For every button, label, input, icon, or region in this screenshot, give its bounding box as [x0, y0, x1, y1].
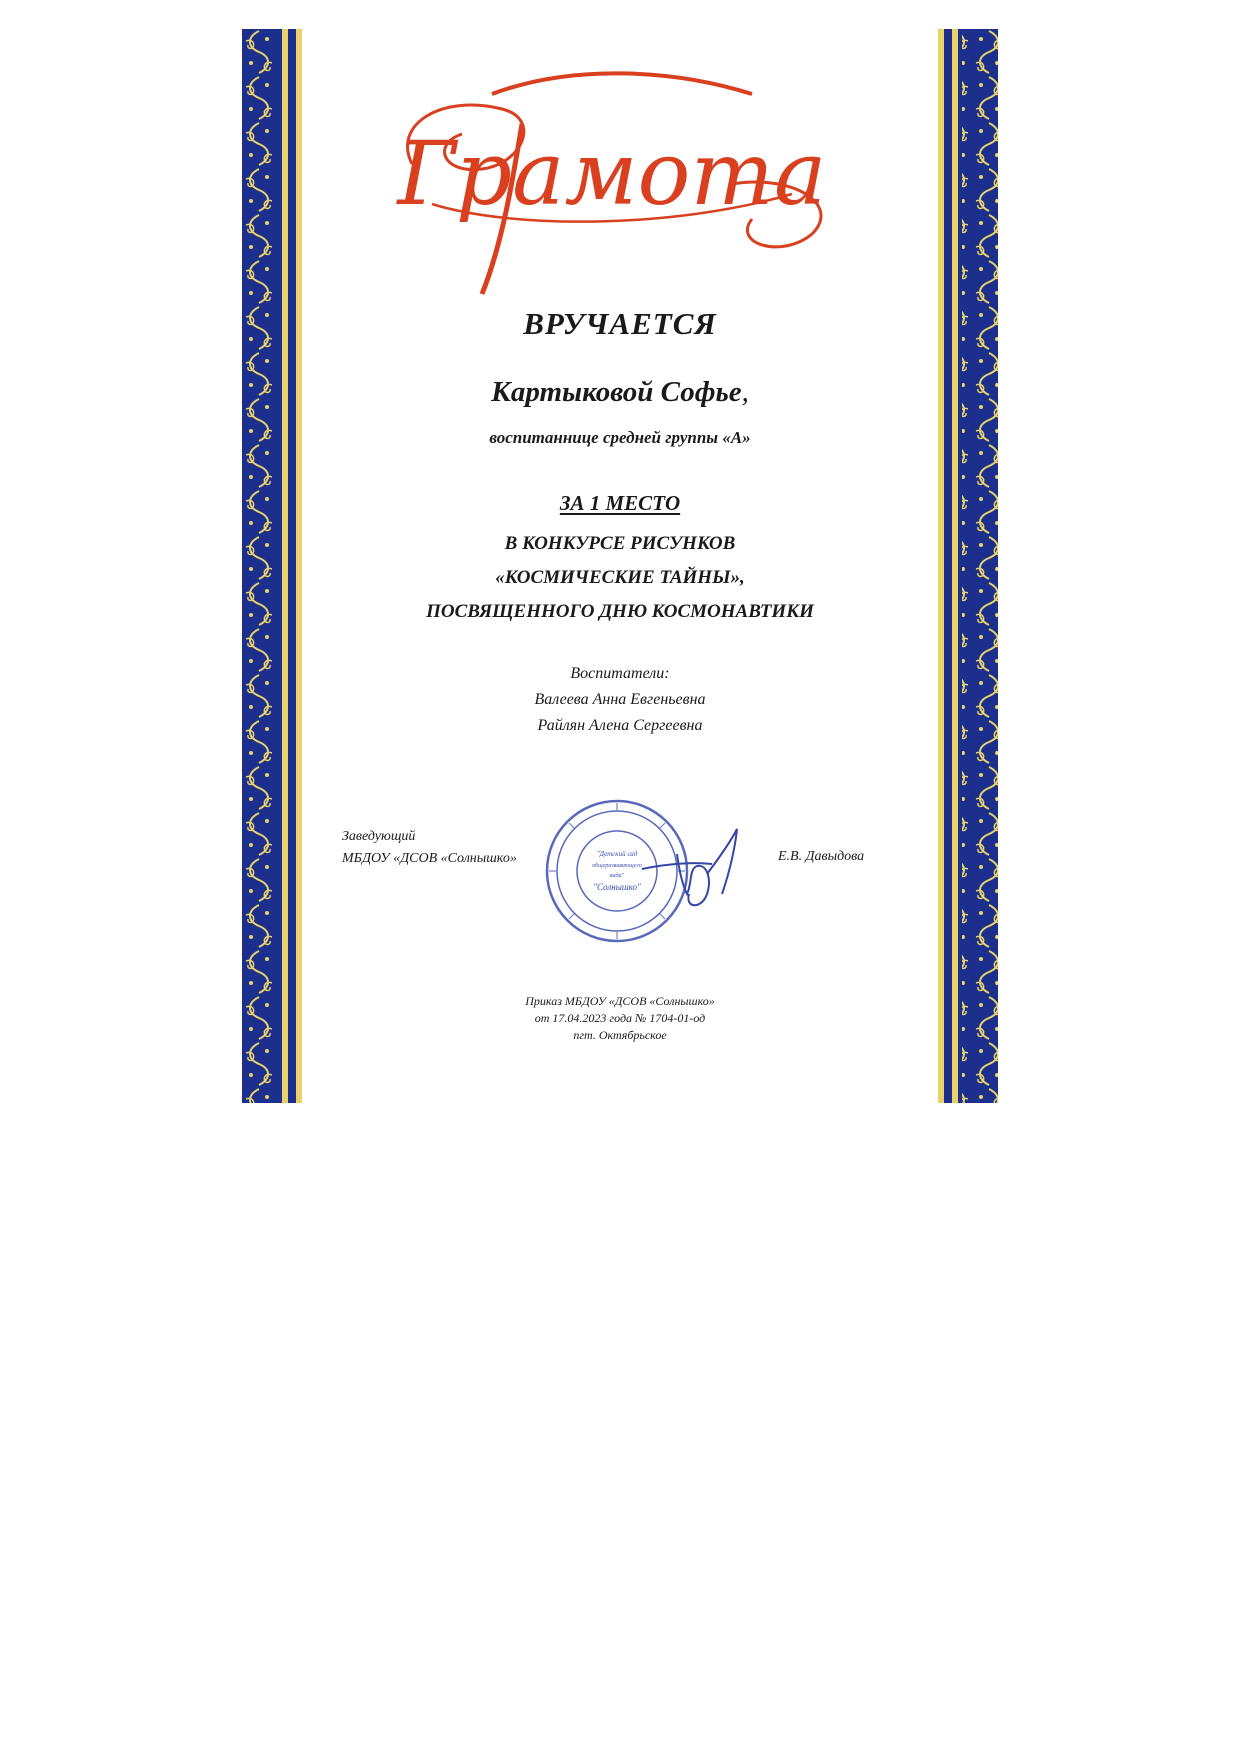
- recipient-role: воспитаннице средней группы «А»: [489, 428, 751, 447]
- educators-label: Воспитатели:: [570, 665, 670, 682]
- certificate-title: [372, 54, 852, 304]
- signatory-title: [342, 826, 517, 870]
- signatory-title-line: Заведующий: [342, 829, 416, 844]
- stamp-text: вида": [609, 873, 625, 879]
- award-place: ЗА 1 МЕСТО: [559, 491, 681, 515]
- recipient-name-comma: ,: [741, 376, 749, 408]
- signatory-title-line: МБДОУ «ДСОВ «Солнышко»: [342, 851, 517, 866]
- educator-name: Валеева Анна Евгеньевна: [534, 691, 706, 708]
- presented-heading: ВРУЧАЕТСЯ: [523, 306, 717, 341]
- title-calligraphy: [372, 54, 852, 304]
- ornament-pattern-right: [938, 29, 998, 1103]
- left-ornamental-border: [242, 29, 302, 1103]
- recipient-name: [302, 376, 938, 409]
- signature-stroke: [637, 824, 757, 914]
- recipient-name-text: Картыковой Софье: [491, 376, 742, 408]
- signature: [637, 824, 757, 914]
- signatory-name: Е.В. Давыдова: [778, 849, 865, 864]
- certificate: [242, 29, 998, 1103]
- stamp-text: "Солнышко": [593, 882, 641, 892]
- order-line: Приказ МБДОУ «ДСОВ «Солнышко»: [525, 994, 715, 1008]
- stamp-text: общеразвивающего: [592, 863, 642, 869]
- contest-line: В КОНКУРСЕ РИСУНКОВ: [504, 533, 736, 554]
- order-line: пгт. Октябрьское: [573, 1028, 667, 1042]
- educator-name: Райлян Алена Сергеевна: [537, 717, 703, 734]
- ornament-pattern-left: [242, 29, 302, 1103]
- order-line: от 17.04.2023 года № 1704-01-од: [534, 1011, 706, 1025]
- contest-line: ПОСВЯЩЕННОГО ДНЮ КОСМОНАВТИКИ: [426, 601, 814, 622]
- contest-line: «КОСМИЧЕСКИЕ ТАЙНЫ»,: [495, 567, 745, 588]
- right-ornamental-border: [938, 29, 998, 1103]
- title-text: Грамота: [397, 122, 827, 225]
- stamp-text: "Детский сад: [596, 850, 638, 858]
